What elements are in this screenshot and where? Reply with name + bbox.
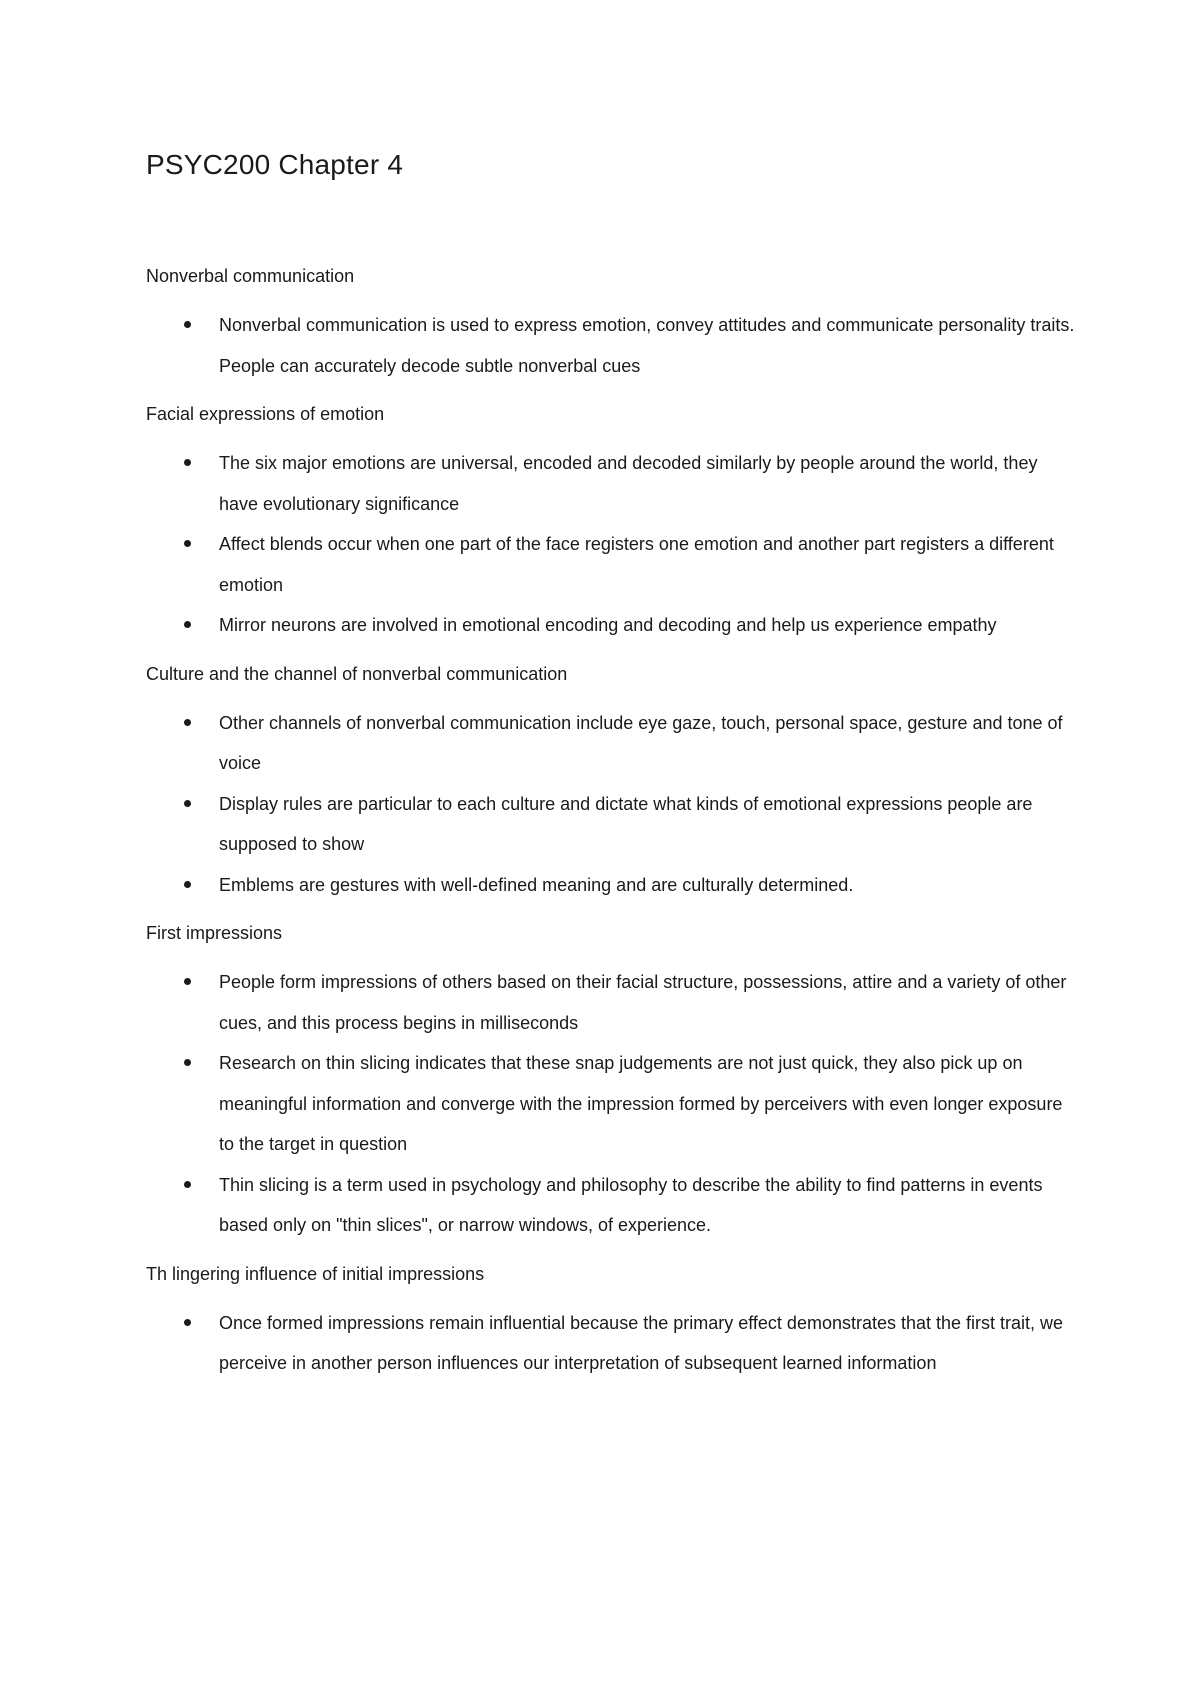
- bullet-icon: [184, 321, 191, 328]
- section-facial-expressions: [146, 402, 1076, 646]
- list-item: [146, 305, 1076, 386]
- bullet-list: [146, 962, 1076, 1246]
- list-item: [146, 784, 1076, 865]
- bullet-icon: [184, 978, 191, 985]
- bullet-icon: [184, 881, 191, 888]
- list-item-text: Other channels of nonverbal communication include eye gaze, touch, personal space, gesture and tone of voice: [219, 712, 1063, 773]
- bullet-list: [146, 305, 1076, 386]
- list-item: [146, 865, 1076, 906]
- list-item: [146, 1043, 1076, 1165]
- list-item: [146, 1303, 1076, 1384]
- list-item: [146, 524, 1076, 605]
- bullet-icon: [184, 719, 191, 726]
- list-item: [146, 605, 1076, 646]
- list-item-text: Thin slicing is a term used in psychology and philosophy to describe the ability to find patterns in events based only on "thin slices", or narrow windows, of experience.: [219, 1174, 1043, 1235]
- section-heading: Facial expressions of emotion: [146, 404, 385, 424]
- list-item-text: Affect blends occur when one part of the face registers one emotion and another part registers a different emotion: [219, 534, 1054, 595]
- list-item-text: Research on thin slicing indicates that these snap judgements are not just quick, they also pick up on meaningful information and converge with the impression formed by perceivers with even longer exposure to the target in question: [219, 1053, 1063, 1154]
- section-heading: Th lingering influence of initial impressions: [146, 1263, 485, 1284]
- section-culture-channels: [146, 662, 1076, 906]
- bullet-icon: [184, 621, 191, 628]
- document-body: [146, 264, 1076, 1400]
- bullet-icon: [184, 1059, 191, 1066]
- bullet-list: [146, 443, 1076, 646]
- list-item-text: Emblems are gestures with well-defined meaning and are culturally determined.: [219, 874, 854, 895]
- list-item-text: Display rules are particular to each culture and dictate what kinds of emotional expressions people are supposed to show: [219, 793, 1033, 854]
- list-item-text: Nonverbal communication is used to express emotion, convey attitudes and communicate personality traits. People can accurately decode subtle nonverbal cues: [219, 315, 1075, 376]
- bullet-list: [146, 1303, 1076, 1384]
- bullet-icon: [184, 459, 191, 466]
- page-title: PSYC200 Chapter 4: [146, 149, 404, 180]
- list-item-text: People form impressions of others based on their facial structure, possessions, attire and a variety of other cues, and this process begins in milliseconds: [219, 972, 1067, 1033]
- bullet-list: [146, 703, 1076, 906]
- section-heading: Nonverbal communication: [146, 266, 355, 286]
- section-heading: First impressions: [146, 923, 283, 943]
- list-item-text: Mirror neurons are involved in emotional encoding and decoding and help us experience empathy: [219, 615, 997, 635]
- section-nonverbal-communication: [146, 264, 1076, 386]
- list-item: [146, 443, 1076, 524]
- bullet-icon: [184, 1181, 191, 1188]
- list-item: [146, 1165, 1076, 1246]
- bullet-icon: [184, 800, 191, 807]
- section-heading: Culture and the channel of nonverbal communication: [146, 663, 568, 684]
- section-lingering-influence: [146, 1262, 1076, 1384]
- list-item-text: The six major emotions are universal, encoded and decoded similarly by people around the world, they have evolutionary significance: [219, 453, 1038, 514]
- list-item: [146, 962, 1076, 1043]
- bullet-icon: [184, 1319, 191, 1326]
- section-first-impressions: [146, 921, 1076, 1246]
- list-item-text: Once formed impressions remain influential because the primary effect demonstrates that the first trait, we perceive in another person influences our interpretation of subsequent learned information: [219, 1312, 1064, 1373]
- list-item: [146, 703, 1076, 784]
- bullet-icon: [184, 540, 191, 547]
